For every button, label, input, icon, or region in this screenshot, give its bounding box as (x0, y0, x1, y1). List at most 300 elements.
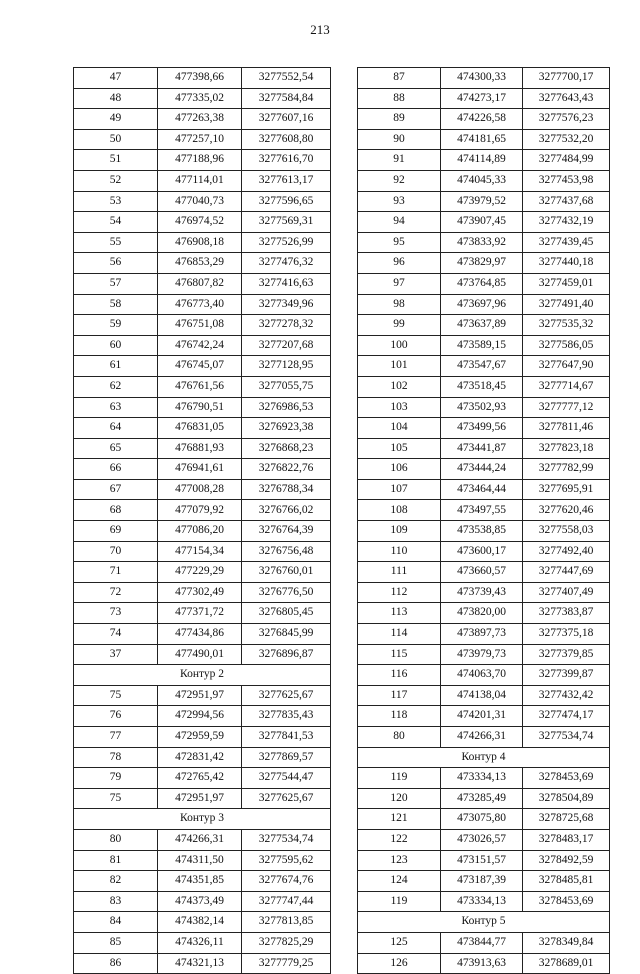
point-number-cell: 86 (74, 953, 158, 974)
table-row (74, 335, 331, 356)
x-coordinate-cell: 473833,92 (441, 232, 523, 253)
y-coordinate-cell: 3277459,01 (523, 273, 610, 294)
y-coordinate-cell: 3276756,48 (242, 541, 331, 562)
table-row (358, 335, 610, 356)
point-number-cell: 73 (74, 603, 158, 624)
point-number-cell: 69 (74, 521, 158, 542)
table-row (74, 191, 331, 212)
y-coordinate-cell: 3277484,99 (523, 150, 610, 171)
table-row (74, 871, 331, 892)
x-coordinate-cell: 476751,08 (158, 315, 242, 336)
point-number-cell: 53 (74, 191, 158, 212)
x-coordinate-cell: 473844,77 (441, 932, 523, 953)
point-number-cell: 75 (74, 685, 158, 706)
point-number-cell: 94 (358, 212, 441, 233)
x-coordinate-cell: 476790,51 (158, 397, 242, 418)
x-coordinate-cell: 472959,59 (158, 727, 242, 748)
table-row (358, 397, 610, 418)
y-coordinate-cell: 3277534,74 (242, 829, 331, 850)
y-coordinate-cell: 3278483,17 (523, 829, 610, 850)
y-coordinate-cell: 3277278,32 (242, 315, 331, 336)
y-coordinate-cell: 3276845,99 (242, 624, 331, 645)
point-number-cell: 61 (74, 356, 158, 377)
x-coordinate-cell: 474326,11 (158, 932, 242, 953)
x-coordinate-cell: 476974,52 (158, 212, 242, 233)
point-number-cell: 37 (74, 644, 158, 665)
table-row (74, 727, 331, 748)
x-coordinate-cell: 477335,02 (158, 88, 242, 109)
x-coordinate-cell: 473697,96 (441, 294, 523, 315)
y-coordinate-cell: 3278453,69 (523, 891, 610, 912)
y-coordinate-cell: 3277813,85 (242, 912, 331, 933)
point-number-cell: 81 (74, 850, 158, 871)
table-row (358, 150, 610, 171)
point-number-cell: 64 (74, 418, 158, 439)
point-number-cell: 63 (74, 397, 158, 418)
table-row (358, 170, 610, 191)
x-coordinate-cell: 473444,24 (441, 459, 523, 480)
page-number: 213 (310, 22, 330, 37)
point-number-cell: 118 (358, 706, 441, 727)
y-coordinate-cell: 3277643,43 (523, 88, 610, 109)
point-number-cell: 104 (358, 418, 441, 439)
contour-header-row (74, 665, 331, 686)
y-coordinate-cell: 3277416,63 (242, 273, 331, 294)
y-coordinate-cell: 3277586,05 (523, 335, 610, 356)
y-coordinate-cell: 3277700,17 (523, 68, 610, 89)
point-number-cell: 106 (358, 459, 441, 480)
x-coordinate-cell: 473907,45 (441, 212, 523, 233)
table-row (74, 479, 331, 500)
coordinates-table-left (73, 67, 331, 974)
table-row (358, 788, 610, 809)
y-coordinate-cell: 3277607,16 (242, 109, 331, 130)
x-coordinate-cell: 473518,45 (441, 376, 523, 397)
table-row (358, 418, 610, 439)
x-coordinate-cell: 473600,17 (441, 541, 523, 562)
table-row (358, 376, 610, 397)
table-row (358, 953, 610, 974)
table-row (74, 88, 331, 109)
x-coordinate-cell: 474201,31 (441, 706, 523, 727)
table-row (358, 212, 610, 233)
table-row (74, 253, 331, 274)
table-row (358, 768, 610, 789)
point-number-cell: 105 (358, 438, 441, 459)
table-row (358, 521, 610, 542)
point-number-cell: 117 (358, 685, 441, 706)
x-coordinate-cell: 474063,70 (441, 665, 523, 686)
x-coordinate-cell: 477008,28 (158, 479, 242, 500)
table-row (358, 88, 610, 109)
point-number-cell: 83 (74, 891, 158, 912)
point-number-cell: 109 (358, 521, 441, 542)
y-coordinate-cell: 3277616,70 (242, 150, 331, 171)
table-row (74, 459, 331, 480)
y-coordinate-cell: 3277474,17 (523, 706, 610, 727)
y-coordinate-cell: 3277534,74 (523, 727, 610, 748)
y-coordinate-cell: 3277620,46 (523, 500, 610, 521)
x-coordinate-cell: 477257,10 (158, 129, 242, 150)
table-row (74, 170, 331, 191)
y-coordinate-cell: 3276776,50 (242, 582, 331, 603)
x-coordinate-cell: 472765,42 (158, 768, 242, 789)
y-coordinate-cell: 3277349,96 (242, 294, 331, 315)
x-coordinate-cell: 472831,42 (158, 747, 242, 768)
x-coordinate-cell: 474273,17 (441, 88, 523, 109)
point-number-cell: 48 (74, 88, 158, 109)
y-coordinate-cell: 3276868,23 (242, 438, 331, 459)
table-row (358, 541, 610, 562)
x-coordinate-cell: 473820,00 (441, 603, 523, 624)
point-number-cell: 71 (74, 562, 158, 583)
x-coordinate-cell: 476941,61 (158, 459, 242, 480)
table-row (74, 150, 331, 171)
point-number-cell: 80 (74, 829, 158, 850)
y-coordinate-cell: 3277552,54 (242, 68, 331, 89)
point-number-cell: 92 (358, 170, 441, 191)
x-coordinate-cell: 473464,44 (441, 479, 523, 500)
x-coordinate-cell: 474266,31 (158, 829, 242, 850)
x-coordinate-cell: 474181,65 (441, 129, 523, 150)
point-number-cell: 90 (358, 129, 441, 150)
point-number-cell: 55 (74, 232, 158, 253)
x-coordinate-cell: 474045,33 (441, 170, 523, 191)
y-coordinate-cell: 3277825,29 (242, 932, 331, 953)
y-coordinate-cell: 3277399,87 (523, 665, 610, 686)
x-coordinate-cell: 474226,58 (441, 109, 523, 130)
x-coordinate-cell: 477079,92 (158, 500, 242, 521)
y-coordinate-cell: 3277439,45 (523, 232, 610, 253)
table-row (358, 109, 610, 130)
table-row (358, 850, 610, 871)
x-coordinate-cell: 477263,38 (158, 109, 242, 130)
x-coordinate-cell: 477040,73 (158, 191, 242, 212)
table-row (74, 850, 331, 871)
table-row (358, 479, 610, 500)
x-coordinate-cell: 476742,24 (158, 335, 242, 356)
table-row (74, 376, 331, 397)
y-coordinate-cell: 3278725,68 (523, 809, 610, 830)
y-coordinate-cell: 3277379,85 (523, 644, 610, 665)
point-number-cell: 99 (358, 315, 441, 336)
point-number-cell: 100 (358, 335, 441, 356)
table-row (358, 871, 610, 892)
table-row (358, 191, 610, 212)
table-row (358, 829, 610, 850)
table-row (74, 521, 331, 542)
x-coordinate-cell: 474138,04 (441, 685, 523, 706)
table-row (74, 788, 331, 809)
x-coordinate-cell: 472951,97 (158, 685, 242, 706)
point-number-cell: 95 (358, 232, 441, 253)
point-number-cell: 98 (358, 294, 441, 315)
x-coordinate-cell: 473979,52 (441, 191, 523, 212)
x-coordinate-cell: 473151,57 (441, 850, 523, 871)
table-row (358, 624, 610, 645)
table-row (358, 727, 610, 748)
y-coordinate-cell: 3277584,84 (242, 88, 331, 109)
y-coordinate-cell: 3277823,18 (523, 438, 610, 459)
y-coordinate-cell: 3277869,57 (242, 747, 331, 768)
y-coordinate-cell: 3276805,45 (242, 603, 331, 624)
x-coordinate-cell: 477302,49 (158, 582, 242, 603)
table-row (358, 685, 610, 706)
x-coordinate-cell: 473637,89 (441, 315, 523, 336)
point-number-cell: 116 (358, 665, 441, 686)
table-row (74, 438, 331, 459)
table-row (74, 315, 331, 336)
table-row (74, 829, 331, 850)
point-number-cell: 93 (358, 191, 441, 212)
table-row (74, 685, 331, 706)
point-number-cell: 82 (74, 871, 158, 892)
y-coordinate-cell: 3277476,32 (242, 253, 331, 274)
y-coordinate-cell: 3277375,18 (523, 624, 610, 645)
table-row (74, 706, 331, 727)
point-number-cell: 57 (74, 273, 158, 294)
table-row (358, 253, 610, 274)
point-number-cell: 65 (74, 438, 158, 459)
point-number-cell: 87 (358, 68, 441, 89)
y-coordinate-cell: 3276822,76 (242, 459, 331, 480)
table-row (74, 109, 331, 130)
x-coordinate-cell: 473441,87 (441, 438, 523, 459)
point-number-cell: 66 (74, 459, 158, 480)
x-coordinate-cell: 473497,55 (441, 500, 523, 521)
point-number-cell: 59 (74, 315, 158, 336)
table-row (358, 562, 610, 583)
x-coordinate-cell: 473334,13 (441, 891, 523, 912)
table-row (74, 603, 331, 624)
x-coordinate-cell: 476773,40 (158, 294, 242, 315)
point-number-cell: 47 (74, 68, 158, 89)
point-number-cell: 126 (358, 953, 441, 974)
point-number-cell: 49 (74, 109, 158, 130)
x-coordinate-cell: 473538,85 (441, 521, 523, 542)
x-coordinate-cell: 473739,43 (441, 582, 523, 603)
table-row (358, 603, 610, 624)
y-coordinate-cell: 3278689,01 (523, 953, 610, 974)
x-coordinate-cell: 476908,18 (158, 232, 242, 253)
contour-header: Контур 5 (358, 912, 610, 933)
y-coordinate-cell: 3277432,19 (523, 212, 610, 233)
x-coordinate-cell: 473334,13 (441, 768, 523, 789)
x-coordinate-cell: 474321,13 (158, 953, 242, 974)
point-number-cell: 114 (358, 624, 441, 645)
point-number-cell: 88 (358, 88, 441, 109)
point-number-cell: 72 (74, 582, 158, 603)
y-coordinate-cell: 3277613,17 (242, 170, 331, 191)
contour-header: Контур 2 (74, 665, 331, 686)
point-number-cell: 123 (358, 850, 441, 871)
table-row (358, 932, 610, 953)
x-coordinate-cell: 477398,66 (158, 68, 242, 89)
y-coordinate-cell: 3277747,44 (242, 891, 331, 912)
y-coordinate-cell: 3277835,43 (242, 706, 331, 727)
y-coordinate-cell: 3277596,65 (242, 191, 331, 212)
y-coordinate-cell: 3277407,49 (523, 582, 610, 603)
y-coordinate-cell: 3277782,99 (523, 459, 610, 480)
table-row (74, 891, 331, 912)
x-coordinate-cell: 477086,20 (158, 521, 242, 542)
y-coordinate-cell: 3277453,98 (523, 170, 610, 191)
x-coordinate-cell: 473187,39 (441, 871, 523, 892)
y-coordinate-cell: 3278504,89 (523, 788, 610, 809)
table-row (358, 356, 610, 377)
x-coordinate-cell: 476761,56 (158, 376, 242, 397)
point-number-cell: 124 (358, 871, 441, 892)
y-coordinate-cell: 3276760,01 (242, 562, 331, 583)
y-coordinate-cell: 3276986,53 (242, 397, 331, 418)
x-coordinate-cell: 474311,50 (158, 850, 242, 871)
point-number-cell: 84 (74, 912, 158, 933)
x-coordinate-cell: 473547,67 (441, 356, 523, 377)
table-row (74, 644, 331, 665)
contour-header: Контур 3 (74, 809, 331, 830)
y-coordinate-cell: 3278349,84 (523, 932, 610, 953)
point-number-cell: 85 (74, 932, 158, 953)
x-coordinate-cell: 473764,85 (441, 273, 523, 294)
x-coordinate-cell: 473897,73 (441, 624, 523, 645)
x-coordinate-cell: 476881,93 (158, 438, 242, 459)
point-number-cell: 50 (74, 129, 158, 150)
table-row (358, 273, 610, 294)
y-coordinate-cell: 3277437,68 (523, 191, 610, 212)
contour-header-row (358, 912, 610, 933)
y-coordinate-cell: 3277779,25 (242, 953, 331, 974)
point-number-cell: 70 (74, 541, 158, 562)
contour-header-row (74, 809, 331, 830)
y-coordinate-cell: 3277532,20 (523, 129, 610, 150)
point-number-cell: 96 (358, 253, 441, 274)
x-coordinate-cell: 474114,89 (441, 150, 523, 171)
x-coordinate-cell: 474266,31 (441, 727, 523, 748)
point-number-cell: 76 (74, 706, 158, 727)
y-coordinate-cell: 3276764,39 (242, 521, 331, 542)
point-number-cell: 78 (74, 747, 158, 768)
x-coordinate-cell: 474382,14 (158, 912, 242, 933)
table-row (358, 68, 610, 89)
y-coordinate-cell: 3277841,53 (242, 727, 331, 748)
table-row (74, 624, 331, 645)
y-coordinate-cell: 3278492,59 (523, 850, 610, 871)
table-row (74, 768, 331, 789)
point-number-cell: 68 (74, 500, 158, 521)
table-row (358, 809, 610, 830)
x-coordinate-cell: 477229,29 (158, 562, 242, 583)
x-coordinate-cell: 474300,33 (441, 68, 523, 89)
point-number-cell: 108 (358, 500, 441, 521)
table-row (74, 500, 331, 521)
x-coordinate-cell: 473979,73 (441, 644, 523, 665)
y-coordinate-cell: 3277447,69 (523, 562, 610, 583)
table-row (358, 129, 610, 150)
y-coordinate-cell: 3277383,87 (523, 603, 610, 624)
point-number-cell: 51 (74, 150, 158, 171)
x-coordinate-cell: 476807,82 (158, 273, 242, 294)
y-coordinate-cell: 3278453,69 (523, 768, 610, 789)
x-coordinate-cell: 477154,34 (158, 541, 242, 562)
y-coordinate-cell: 3278485,81 (523, 871, 610, 892)
table-row (74, 68, 331, 89)
x-coordinate-cell: 476853,29 (158, 253, 242, 274)
point-number-cell: 103 (358, 397, 441, 418)
y-coordinate-cell: 3277569,31 (242, 212, 331, 233)
point-number-cell: 102 (358, 376, 441, 397)
y-coordinate-cell: 3277647,90 (523, 356, 610, 377)
y-coordinate-cell: 3277695,91 (523, 479, 610, 500)
y-coordinate-cell: 3277811,46 (523, 418, 610, 439)
y-coordinate-cell: 3277608,80 (242, 129, 331, 150)
table-row (74, 932, 331, 953)
y-coordinate-cell: 3277558,03 (523, 521, 610, 542)
table-row (74, 294, 331, 315)
table-row (74, 397, 331, 418)
point-number-cell: 111 (358, 562, 441, 583)
table-row (358, 582, 610, 603)
table-row (358, 891, 610, 912)
x-coordinate-cell: 473589,15 (441, 335, 523, 356)
y-coordinate-cell: 3277714,67 (523, 376, 610, 397)
point-number-cell: 120 (358, 788, 441, 809)
x-coordinate-cell: 476745,07 (158, 356, 242, 377)
point-number-cell: 79 (74, 768, 158, 789)
point-number-cell: 119 (358, 768, 441, 789)
x-coordinate-cell: 474351,85 (158, 871, 242, 892)
point-number-cell: 110 (358, 541, 441, 562)
point-number-cell: 58 (74, 294, 158, 315)
x-coordinate-cell: 474373,49 (158, 891, 242, 912)
table-row (74, 747, 331, 768)
table-row (358, 665, 610, 686)
point-number-cell: 60 (74, 335, 158, 356)
point-number-cell: 80 (358, 727, 441, 748)
y-coordinate-cell: 3276923,38 (242, 418, 331, 439)
table-row (74, 212, 331, 233)
contour-header-row (358, 747, 610, 768)
x-coordinate-cell: 472951,97 (158, 788, 242, 809)
table-row (74, 418, 331, 439)
table-row (74, 129, 331, 150)
table-row (358, 644, 610, 665)
x-coordinate-cell: 477114,01 (158, 170, 242, 191)
table-row (358, 459, 610, 480)
table-row (74, 356, 331, 377)
table-row (74, 582, 331, 603)
x-coordinate-cell: 477434,86 (158, 624, 242, 645)
point-number-cell: 91 (358, 150, 441, 171)
y-coordinate-cell: 3277491,40 (523, 294, 610, 315)
x-coordinate-cell: 473829,97 (441, 253, 523, 274)
point-number-cell: 67 (74, 479, 158, 500)
point-number-cell: 89 (358, 109, 441, 130)
x-coordinate-cell: 477188,96 (158, 150, 242, 171)
y-coordinate-cell: 3277595,62 (242, 850, 331, 871)
y-coordinate-cell: 3277544,47 (242, 768, 331, 789)
x-coordinate-cell: 476831,05 (158, 418, 242, 439)
table-row (358, 294, 610, 315)
table-row (74, 953, 331, 974)
point-number-cell: 52 (74, 170, 158, 191)
x-coordinate-cell: 473026,57 (441, 829, 523, 850)
point-number-cell: 101 (358, 356, 441, 377)
y-coordinate-cell: 3277535,32 (523, 315, 610, 336)
point-number-cell: 75 (74, 788, 158, 809)
table-row (358, 500, 610, 521)
y-coordinate-cell: 3277055,75 (242, 376, 331, 397)
x-coordinate-cell: 472994,56 (158, 706, 242, 727)
